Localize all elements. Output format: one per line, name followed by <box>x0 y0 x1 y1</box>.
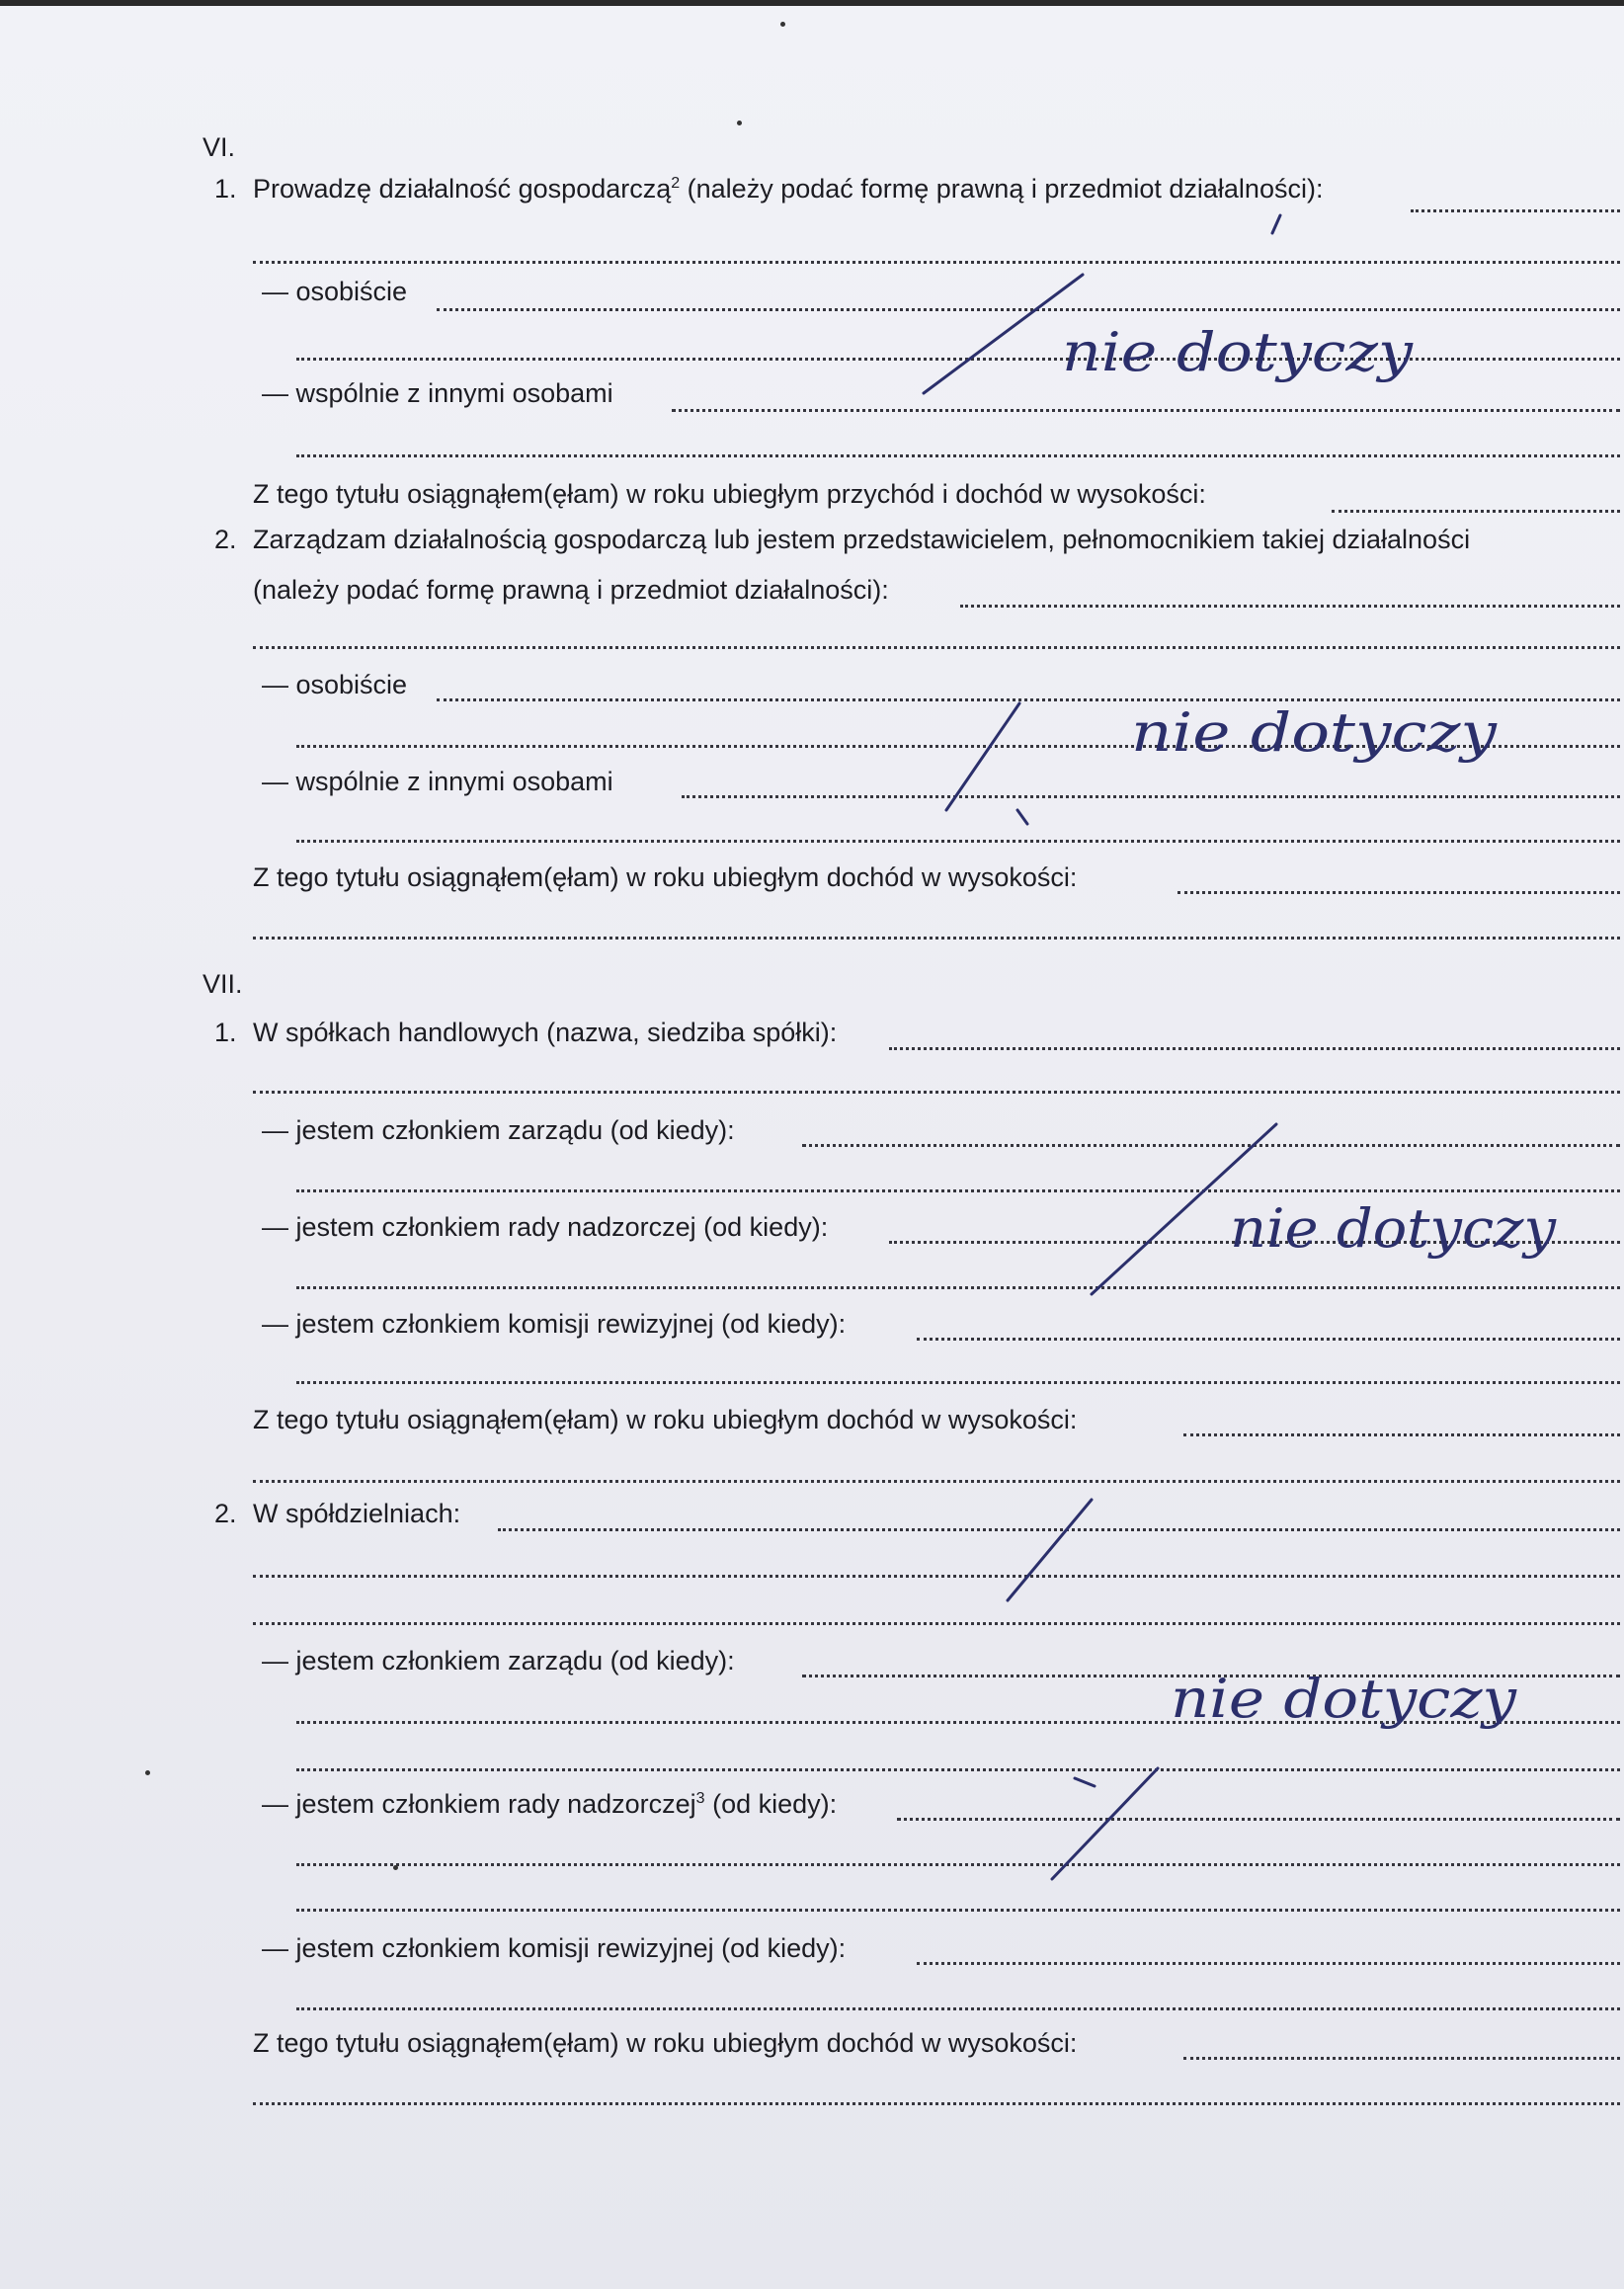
vi-item1-text: Prowadzę działalność gospodarczą$^2$ (należy podać formę prawną i przedmiot działalności): <box>253 174 1324 204</box>
pen-tick <box>1075 1778 1095 1786</box>
scan-speck <box>393 1865 398 1870</box>
vii-item1-supervisory-field-line2[interactable] <box>296 1286 1620 1289</box>
vii-item2-text: W spółdzielniach: <box>253 1499 461 1528</box>
vii-item2-board-field-line3[interactable] <box>296 1768 1620 1771</box>
vii-item2-audit-field-line2[interactable] <box>296 2007 1620 2010</box>
scan-speck <box>737 121 742 125</box>
vii-item2-number: 2. <box>214 1499 237 1528</box>
vi-item1-field[interactable] <box>1411 209 1620 212</box>
handwritten-annotation: nie dotyczy <box>1230 1197 1558 1260</box>
vii-item2-field[interactable] <box>498 1528 1620 1531</box>
vii-item2-audit-label: — jestem członkiem komisji rewizyjnej (od kiedy): <box>262 1933 847 1963</box>
vii-item1-board-label: — jestem członkiem zarządu (od kiedy): <box>262 1115 735 1145</box>
section-vi-label: VI. <box>203 132 236 162</box>
footnote-3: 3 <box>695 1790 705 1807</box>
scan-top-edge <box>0 0 1624 6</box>
vii-item1-field-line2[interactable] <box>253 1091 1620 1094</box>
vii-item1-audit-label: — jestem członkiem komisji rewizyjnej (od kiedy): <box>262 1309 847 1339</box>
vii-item2-supervisory-label: — jestem członkiem rady nadzorczej$^3$ (od kiedy): <box>262 1789 838 1819</box>
vi-item1-field-line2[interactable] <box>253 261 1620 264</box>
strike-slash <box>946 703 1019 810</box>
vi-item2-field[interactable] <box>960 605 1620 608</box>
strike-slash <box>1008 1500 1092 1600</box>
scan-speck <box>145 1770 150 1775</box>
vi-item2-income-label: Z tego tytułu osiągnąłem(ęłam) w roku ubiegłym dochód w wysokości: <box>253 862 1078 892</box>
vii-item2-income-field[interactable] <box>1183 2057 1620 2060</box>
pen-tick <box>1017 810 1027 824</box>
vii-item1-audit-field-line2[interactable] <box>296 1381 1620 1384</box>
vii-item2-field-line3[interactable] <box>253 1622 1620 1625</box>
vii-item2-income-field-line2[interactable] <box>253 2102 1620 2105</box>
vii-item1-income-field[interactable] <box>1183 1433 1620 1436</box>
vi-item2-personally-field[interactable] <box>437 698 1620 701</box>
vi-item2-income-field[interactable] <box>1177 891 1620 894</box>
vi-item2-jointly-field[interactable] <box>682 795 1620 798</box>
vi-item1-income-field[interactable] <box>1332 510 1620 513</box>
section-vii-label: VII. <box>203 969 243 999</box>
vii-item1-board-field[interactable] <box>802 1144 1620 1147</box>
scan-speck <box>780 22 785 27</box>
strike-slash <box>1092 1124 1276 1294</box>
vii-item2-supervisory-field-line3[interactable] <box>296 1909 1620 1912</box>
strike-slash <box>924 275 1083 393</box>
vi-item2-number: 2. <box>214 525 237 554</box>
vi-item1-number: 1. <box>214 174 237 204</box>
vi-item2-text-line2: (należy podać formę prawną i przedmiot działalności): <box>253 575 889 605</box>
handwritten-annotation: nie dotyczy <box>1131 701 1499 764</box>
vi-item1-personally-label: — osobiście <box>262 277 408 306</box>
vi-item1-personally-field-line2[interactable] <box>296 358 1620 361</box>
vii-item2-supervisory-field-line2[interactable] <box>296 1863 1620 1866</box>
vii-item1-field[interactable] <box>889 1047 1620 1050</box>
vi-item2-personally-label: — osobiście <box>262 670 408 699</box>
vi-item2-field-line2[interactable] <box>253 646 1620 649</box>
vi-item1-jointly-field[interactable] <box>672 409 1620 412</box>
vi-item2-jointly-label: — wspólnie z innymi osobami <box>262 767 613 796</box>
handwritten-annotation: nie dotyczy <box>1062 321 1415 383</box>
vii-item2-income-label: Z tego tytułu osiągnąłem(ęłam) w roku ubiegłym dochód w wysokości: <box>253 2028 1078 2058</box>
vi-item1-income-label: Z tego tytułu osiągnąłem(ęłam) w roku ubiegłym przychód i dochód w wysokości: <box>253 479 1206 509</box>
vi-item2-personally-field-line2[interactable] <box>296 745 1620 748</box>
vi-item2-jointly-field-line2[interactable] <box>296 840 1620 843</box>
vi-item2-income-field-line2[interactable] <box>253 937 1620 940</box>
vi-item1-personally-field[interactable] <box>437 308 1620 311</box>
vii-item1-income-label: Z tego tytułu osiągnąłem(ęłam) w roku ubiegłym dochód w wysokości: <box>253 1405 1078 1434</box>
vii-item2-board-label: — jestem członkiem zarządu (od kiedy): <box>262 1646 735 1676</box>
vii-item2-board-field-line2[interactable] <box>296 1721 1620 1724</box>
vii-item2-field-line2[interactable] <box>253 1575 1620 1578</box>
vii-item1-audit-field[interactable] <box>917 1338 1620 1341</box>
vii-item1-supervisory-label: — jestem członkiem rady nadzorczej (od kiedy): <box>262 1212 829 1242</box>
vi-item1-jointly-field-line2[interactable] <box>296 454 1620 457</box>
vii-item1-board-field-line2[interactable] <box>296 1189 1620 1192</box>
vii-item1-income-field-line2[interactable] <box>253 1480 1620 1483</box>
handwritten-annotation: nie dotyczy <box>1171 1668 1518 1730</box>
vi-item1-jointly-label: — wspólnie z innymi osobami <box>262 378 613 408</box>
vii-item2-audit-field[interactable] <box>917 1962 1620 1965</box>
vii-item2-board-field[interactable] <box>802 1675 1620 1677</box>
footnote-2: 2 <box>671 175 681 192</box>
vii-item1-number: 1. <box>214 1018 237 1047</box>
vii-item1-supervisory-field[interactable] <box>889 1241 1620 1244</box>
vii-item2-supervisory-field[interactable] <box>897 1818 1620 1821</box>
pen-tick <box>1272 215 1280 233</box>
vii-item1-text: W spółkach handlowych (nazwa, siedziba spółki): <box>253 1018 838 1047</box>
vi-item2-text-line1: Zarządzam działalnością gospodarczą lub jestem przedstawicielem, pełnomocnikiem takiej działalności <box>253 525 1471 554</box>
